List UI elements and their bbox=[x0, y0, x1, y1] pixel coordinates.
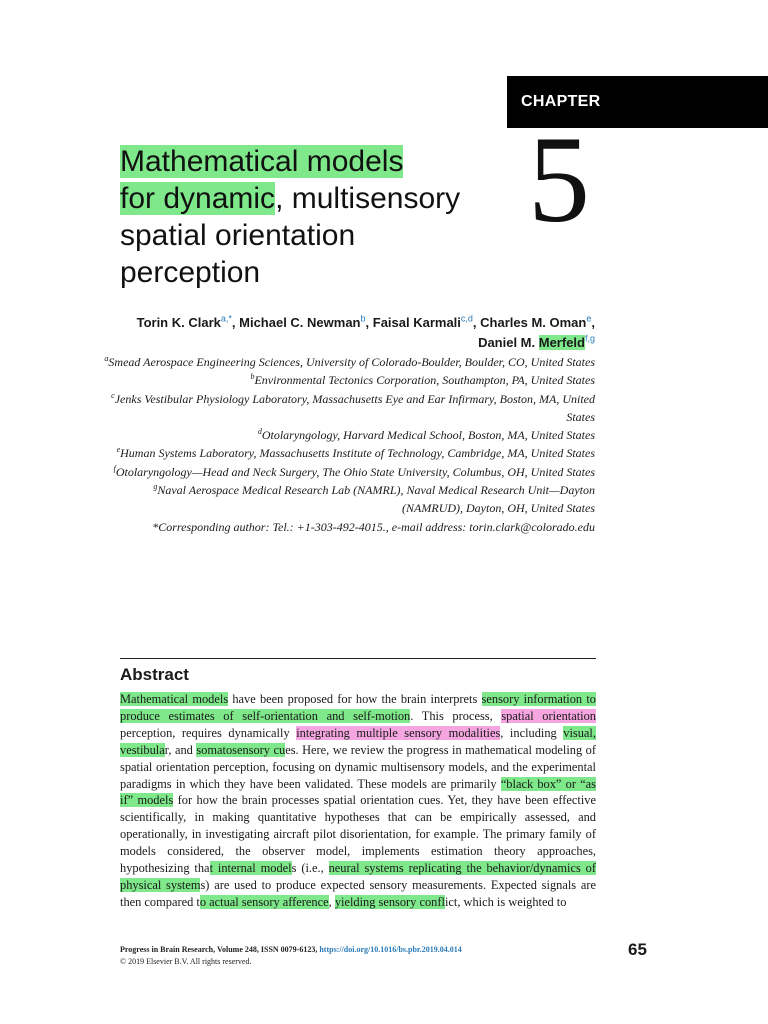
abstract-segment: visual, vestibula bbox=[120, 725, 596, 757]
copyright: © 2019 Elsevier B.V. All rights reserved. bbox=[120, 957, 252, 966]
author-name: Daniel M. bbox=[478, 335, 539, 350]
affiliation: $^d$Otolaryngology, Harvard Medical School, Boston, MA, United States bbox=[257, 427, 595, 443]
abstract-segment: “black box” or “as if” models bbox=[120, 776, 596, 808]
chapter-title bbox=[120, 143, 520, 291]
author-name: Charles M. Oman bbox=[480, 315, 587, 330]
abstract-segment: for how the brain processes spatial orientation cues. Yet, they have been effective scientifically, in making quantitative hypotheses that can be empirically assessed, and operationally, in investigating aircraft pilot disorientation, for example. The primary family of models considered, the observer model, implements estimation theory approaches, hypothesizing tha bbox=[120, 793, 596, 876]
abstract-segment: t internal model bbox=[209, 861, 292, 876]
author-affiliation-ref[interactable]: b bbox=[360, 313, 366, 324]
author-affiliation-ref[interactable]: e bbox=[586, 313, 592, 324]
author-name-highlighted: Merfeld bbox=[538, 335, 585, 350]
affiliations bbox=[100, 353, 595, 536]
author-affiliation-ref[interactable]: a,* bbox=[220, 313, 232, 324]
author-affiliation-ref[interactable]: f,g bbox=[584, 333, 595, 344]
title-highlight-2: for dynamic bbox=[120, 182, 276, 215]
affiliation: $^b$Environmental Tectonics Corporation, Southampton, PA, United States bbox=[250, 372, 595, 388]
section-divider bbox=[120, 658, 596, 659]
abstract-segment: integrating multiple sensory modalities bbox=[296, 725, 501, 740]
affiliation: $^g$Naval Aerospace Medical Research Lab (NAMRL), Naval Medical Research Unit—Dayton (NAMRUD), Dayton, OH, United States bbox=[153, 482, 595, 516]
chapter-number: 5 bbox=[528, 111, 590, 248]
abstract-segment: perception, requires dynamically bbox=[120, 725, 297, 740]
abstract-segment: es. Here, we review the progress in mathematical modeling of spatial orientation perception, focusing on dynamic multisensory models, and the experimental paradigms in which they have been validated. These models are primarily bbox=[120, 742, 596, 791]
journal-citation: Progress in Brain Research, Volume 248, ISSN 0079-6123, bbox=[120, 945, 320, 954]
title-text: spatial orientation bbox=[120, 219, 356, 252]
abstract-heading: Abstract bbox=[120, 665, 189, 684]
author-name: Faisal Karmali bbox=[372, 315, 461, 330]
author-name: Torin K. Clark bbox=[136, 315, 221, 330]
abstract-segment: s (i.e., bbox=[291, 861, 329, 876]
affiliation: $^c$Jenks Vestibular Physiology Laboratory, Massachusetts Eye and Ear Infirmary, Boston, MA, United States bbox=[111, 390, 595, 424]
doi-link[interactable]: https://doi.org/10.1016/bs.pbr.2019.04.014 bbox=[319, 945, 462, 954]
abstract-segment: spatial orientation bbox=[501, 708, 596, 723]
abstract-segment: yielding sensory confl bbox=[334, 894, 445, 909]
author-list: Torin K. Clark$^{a,*}$, Michael C. Newman$^b$, Faisal Karmali$^{c,d}$, Charles M. Oman$^e$, Daniel M. Merfeld$^{f,g}$ bbox=[136, 313, 595, 350]
footer bbox=[120, 944, 560, 968]
title-text: , multisensory bbox=[275, 182, 461, 215]
abstract-segment: . This process, bbox=[410, 708, 502, 723]
abstract-segment: have been proposed for how the brain interprets bbox=[228, 692, 482, 706]
title-text: perception bbox=[120, 256, 261, 289]
abstract-segment: r, and bbox=[164, 742, 197, 757]
affiliation: $^e$Human Systems Laboratory, Massachusetts Institute of Technology, Cambridge, MA, United States bbox=[116, 445, 595, 461]
author-name: Michael C. Newman bbox=[239, 315, 361, 330]
author-affiliation-ref[interactable]: c,d bbox=[460, 313, 473, 324]
abstract-segment: , including bbox=[500, 725, 564, 740]
abstract-segment: ict, which is weighted to bbox=[444, 894, 567, 909]
affiliation: $^a$Smead Aerospace Engineering Sciences, University of Colorado-Boulder, Boulder, CO, United States bbox=[104, 354, 595, 369]
abstract-segment: , bbox=[328, 894, 335, 909]
title-highlight-1: Mathematical models bbox=[120, 145, 404, 178]
abstract-segment: sensory information to produce estimates of self-orientation and self-motion bbox=[120, 692, 596, 723]
abstract-text bbox=[120, 691, 596, 911]
abstract-segment: o actual sensory afference bbox=[199, 894, 329, 909]
corresponding-author: *Corresponding author: Tel.: +1-303-492-4015., e-mail address: torin.clark@colorado.edu bbox=[152, 519, 595, 534]
abstract-segment: somatosensory cu bbox=[196, 742, 286, 757]
chapter-label: CHAPTER bbox=[507, 76, 768, 128]
page-number: 65 bbox=[628, 940, 647, 959]
affiliation: $^f$Otolaryngology—Head and Neck Surgery, The Ohio State University, Columbus, OH, United States bbox=[113, 463, 595, 479]
abstract-segment: Mathematical models bbox=[120, 692, 229, 706]
abstract-segment: s) are used to produce expected sensory measurements. Expected signals are then compared t bbox=[120, 877, 596, 909]
abstract-segment: neural systems replicating the behavior/dynamics of physical system bbox=[120, 861, 596, 892]
